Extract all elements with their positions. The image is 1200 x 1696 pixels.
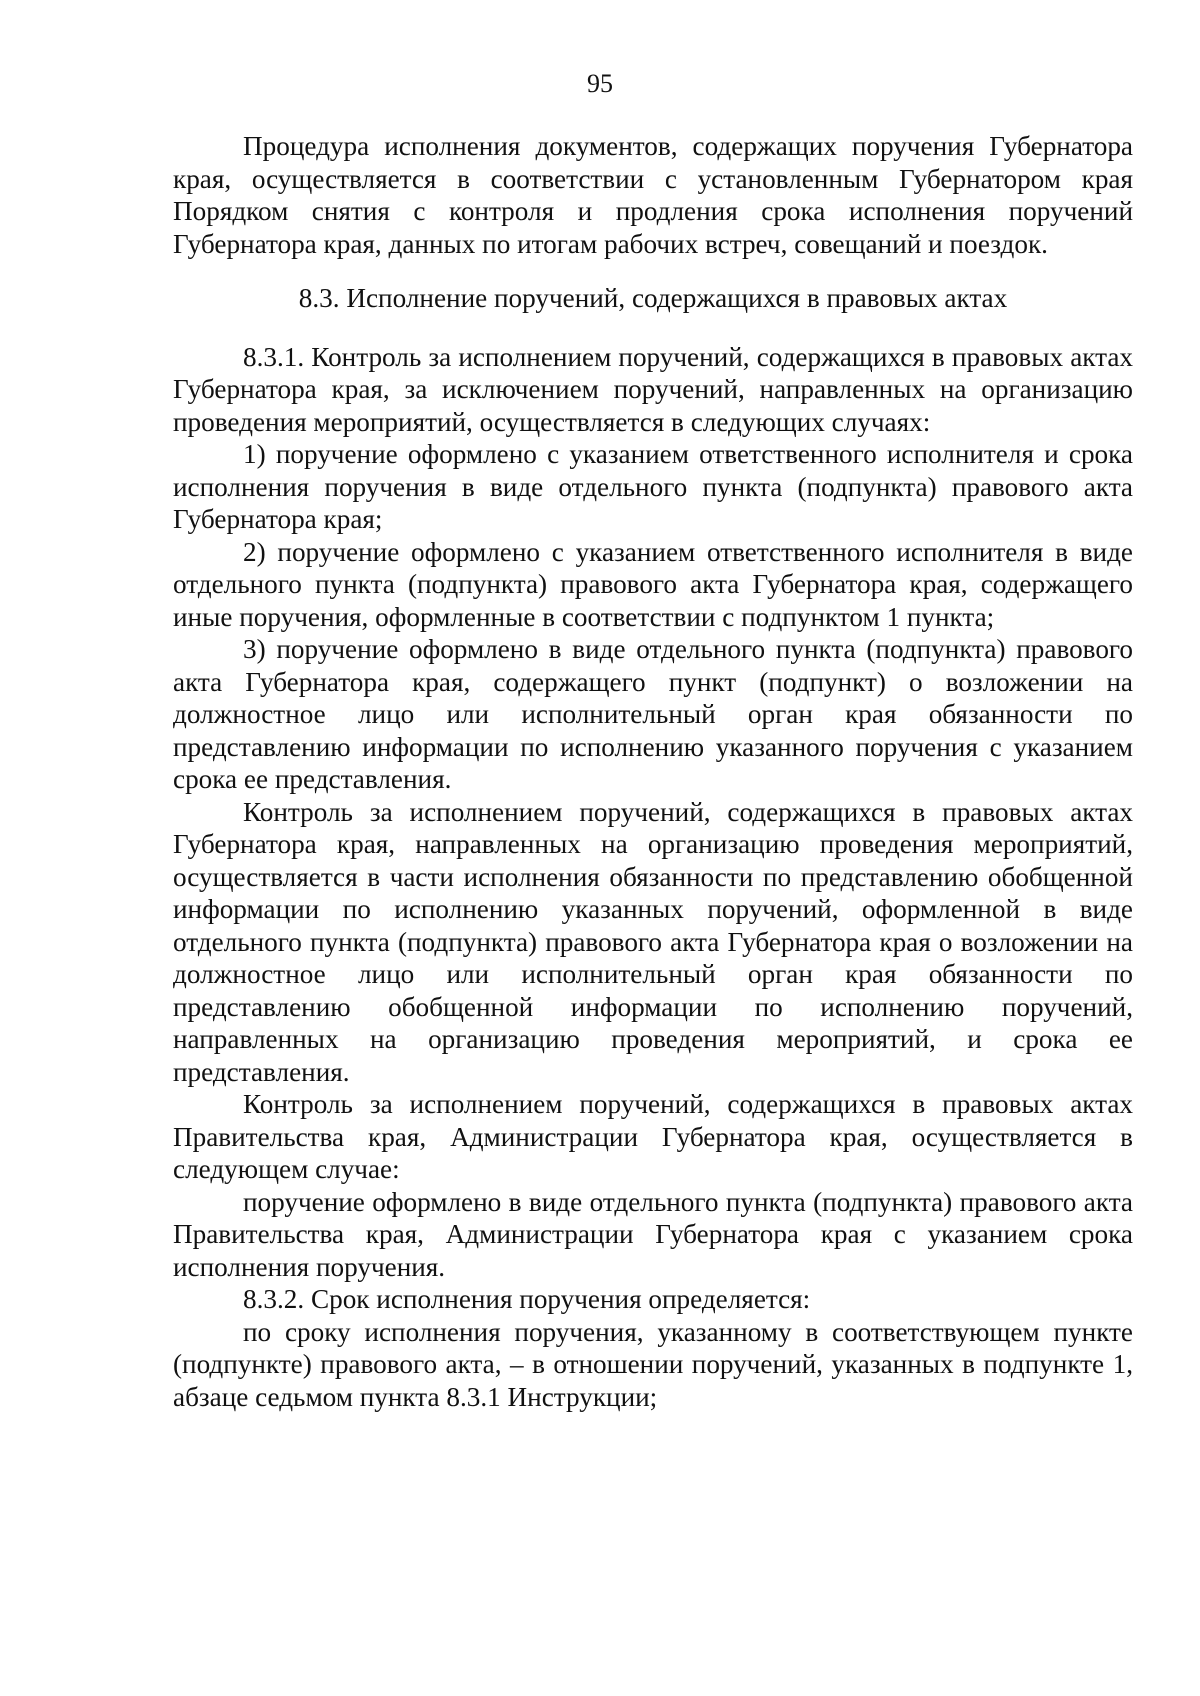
list-item-3: 3) поручение оформлено в виде отдельного пункта (подпункта) правового акта Губернатора края, содержащего пункт (подпункт) о возложении на должностное лицо или исполнительный орган края обязанности по представлению информации по исполнению указанного поручения с указанием срока ее представления.: [173, 634, 1133, 794]
paragraph-control-government: Контроль за исполнением поручений, содержащихся в правовых актах Правительства края, Администрации Губернатора края, осуществляется в следующем случае:: [173, 1089, 1133, 1184]
list-item-2: 2) поручение оформлено с указанием ответственного исполнителя в виде отдельного пункта (подпункта) правового акта Губернатора края, содержащего иные поручения, оформленные в соответствии с подпунктом 1 пункта;: [173, 536, 1133, 632]
paragraph-8-3-1: 8.3.1. Контроль за исполнением поручений, содержащихся в правовых актах Губернатора края, за исключением поручений, направленных на организацию проведения мероприятий, осуществляется в следующих случаях:: [173, 341, 1133, 437]
paragraph-deadline: по сроку исполнения поручения, указанному в соответствующем пункте (подпункте) правового акта, – в отношении поручений, указанных в подпункте 1, абзаце седьмом пункта 8.3.1 Инструкции;: [173, 1316, 1133, 1412]
paragraph-procedure: Процедура исполнения документов, содержащих поручения Губернатора края, осуществляется в соответствии с установленным Губернатором края Порядком снятия с контроля и продления срока исполнения поручений Губернатора края, данных по итогам рабочих встреч, совещаний и поездок.: [173, 131, 1133, 259]
paragraph-case: поручение оформлено в виде отдельного пункта (подпункта) правового акта Правительства края, Администрации Губернатора края с указанием срока исполнения поручения.: [173, 1186, 1133, 1282]
page-number: 95: [587, 69, 613, 98]
paragraph-8-3-2: 8.3.2. Срок исполнения поручения определяется:: [243, 1284, 811, 1314]
paragraph-control-events: Контроль за исполнением поручений, содержащихся в правовых актах Губернатора края, направленных на организацию проведения мероприятий, осуществляется в части исполнения обязанности по представлению обобщенной информации по исполнению указанных поручений, оформленной в виде отдельного пункта (подпункта) правового акта Губернатора края о возложении на должностное лицо или исполнительный орган края обязанности по представлению обобщенной информации по исполнению поручений, направленных на организацию проведения мероприятий, и срока ее представления.: [173, 796, 1133, 1087]
document-body: [173, 130, 1133, 1413]
section-heading: 8.3. Исполнение поручений, содержащихся в правовых актах: [298, 283, 1008, 313]
list-item-1: 1) поручение оформлено с указанием ответственного исполнителя и срока исполнения поручения в виде отдельного пункта (подпункта) правового акта Губернатора края;: [173, 439, 1133, 534]
